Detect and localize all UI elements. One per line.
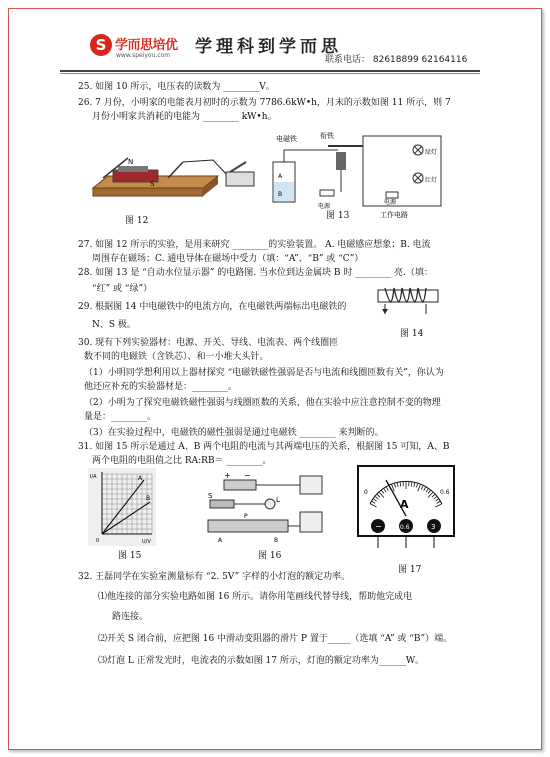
- question-27-line1: 27. 如图 12 所示的实验，是用来研究 ________的实验装置。 A. 电磁感应想象；B. 电流: [78, 240, 431, 250]
- header-rule-thin: [60, 73, 480, 74]
- question-28-line1: 28. 如图 13 是 “自动水位显示器” 的电路图. 当水位到达金属块 B 时 ________ 亮.（填：: [78, 268, 433, 278]
- svg-text:S: S: [150, 180, 155, 188]
- question-29-line1: 29. 根据图 14 中电磁铁中的电流方向，在电磁铁两端标出电磁铁的: [78, 302, 347, 312]
- brand-logo-icon: S: [90, 34, 112, 56]
- question-32-part2: ⑵开关 S 闭合前，应把图 16 中滑动变阻器的滑片 P 置于_____（选填 “A” 或 “B”）端。: [98, 634, 453, 644]
- figure-15-graph: [88, 468, 156, 546]
- svg-text:B: B: [274, 537, 279, 544]
- contact-info: 联系电话： 82618899 62164116: [325, 55, 468, 65]
- question-30-line1: 30. 现有下列实验器材：电源、开关、导线、电流表、两个线圈匝: [78, 338, 339, 348]
- svg-text:P: P: [244, 513, 248, 520]
- svg-text:A: A: [400, 498, 409, 511]
- question-25: 25. 如图 10 所示，电压表的读数为 ________V。: [78, 82, 275, 92]
- figure-17-ammeter: [356, 464, 456, 560]
- svg-text:U/V: U/V: [142, 539, 151, 545]
- svg-text:绿灯: 绿灯: [425, 149, 438, 156]
- svg-text:3: 3: [431, 523, 436, 531]
- question-31-line1: 31. 如图 15 所示是通过 A、B 两个电阻的电流与其两端电压的关系，根据图 15 可知，A、B: [78, 442, 450, 452]
- figure-12-caption: 图 12: [125, 216, 149, 226]
- question-30-line7: （3）在实验过程中，电磁铁的磁性强弱是通过电磁铁 ________ 来判断的。: [84, 428, 384, 438]
- svg-text:0: 0: [364, 489, 368, 496]
- svg-text:0.6: 0.6: [440, 489, 450, 496]
- question-32-part1-line2: 路连接。: [112, 612, 149, 622]
- question-27-line2: 周围存在磁场；C. 通电导体在磁场中受力（填：“A”、“B” 或 “C”）: [92, 254, 364, 264]
- svg-text:A: A: [138, 475, 143, 482]
- svg-text:I/A: I/A: [90, 474, 97, 480]
- figure-14-caption: 图 14: [400, 329, 424, 339]
- svg-text:0: 0: [96, 538, 100, 544]
- svg-text:+: +: [224, 471, 231, 480]
- figure-17-caption: 图 17: [398, 565, 422, 575]
- svg-text:N: N: [128, 158, 134, 166]
- figure-13-caption: 图 13: [326, 211, 350, 221]
- svg-text:A: A: [218, 537, 223, 544]
- svg-text:衔铁: 衔铁: [320, 132, 334, 140]
- svg-text:红灯: 红灯: [425, 177, 438, 184]
- figure-16-caption: 图 16: [258, 551, 282, 561]
- question-30-line4: 他还应补充的实验器材是：________。: [84, 382, 238, 392]
- svg-text:−: −: [375, 522, 382, 531]
- question-30-line6: 量是：________。: [84, 412, 157, 422]
- svg-text:电磁铁: 电磁铁: [276, 135, 297, 143]
- svg-text:S: S: [208, 492, 213, 500]
- figure-15-caption: 图 15: [118, 551, 142, 561]
- svg-text:电源: 电源: [384, 199, 397, 206]
- svg-text:工作电路: 工作电路: [380, 211, 408, 219]
- question-30-line5: （2）小明为了探究电磁铁磁性强弱与线圈匝数的关系，他在实验中应注意控制不变的物理: [84, 398, 441, 408]
- question-32-part1-line1: ⑴他连接的部分实验电路如图 16 所示。请你用笔画线代替导线，帮助他完成电: [98, 592, 413, 602]
- slogan: 学理科到学而思: [195, 37, 342, 57]
- figure-12-illustration: [88, 148, 258, 210]
- svg-text:L: L: [276, 496, 280, 504]
- svg-text:A: A: [278, 173, 283, 180]
- question-26-line1: 26. 7 月份，小明家的电能表月初时的示数为 7786.6kW•h，月末的示数如图 11 所示，则 7: [78, 98, 451, 108]
- figure-14-electromagnet: [370, 282, 450, 322]
- question-32: 32. 王磊同学在实验室测量标有 “2. 5V” 字样的小灯泡的额定功率。: [78, 572, 351, 582]
- page-header: [60, 28, 500, 68]
- svg-text:B: B: [146, 495, 151, 502]
- question-28-line2: “红” 或 “绿”）: [92, 284, 153, 294]
- svg-text:B: B: [278, 191, 283, 198]
- question-31-line2: 两个电阻的电阻值之比 RA:RB＝ ________。: [92, 456, 272, 466]
- brand-url: www.speiyou.com: [116, 52, 171, 59]
- svg-text:电源: 电源: [318, 203, 331, 210]
- svg-text:−: −: [244, 471, 251, 480]
- figure-16-circuit: [200, 468, 350, 546]
- question-29-line2: N、S 极。: [92, 320, 136, 330]
- figure-13-circuit: [268, 132, 448, 220]
- question-26-line2: 月份小明家共消耗的电能为 ________ kW•h。: [92, 112, 277, 122]
- svg-text:0.6: 0.6: [400, 524, 410, 531]
- question-30-line2: 数不同的电磁铁（含铁芯）、和一小堆大头针。: [84, 352, 269, 362]
- question-30-line3: （1）小明同学想利用以上器材探究 “电磁铁磁性强弱是否与电流和线圈匝数有关”，你认为: [84, 368, 444, 378]
- brand-name: 学而思培优: [115, 38, 178, 53]
- question-32-part3: ⑶灯泡 L 正常发光时，电流表的示数如图 17 所示，灯泡的额定功率为______W。: [98, 656, 425, 666]
- header-rule: [60, 70, 480, 72]
